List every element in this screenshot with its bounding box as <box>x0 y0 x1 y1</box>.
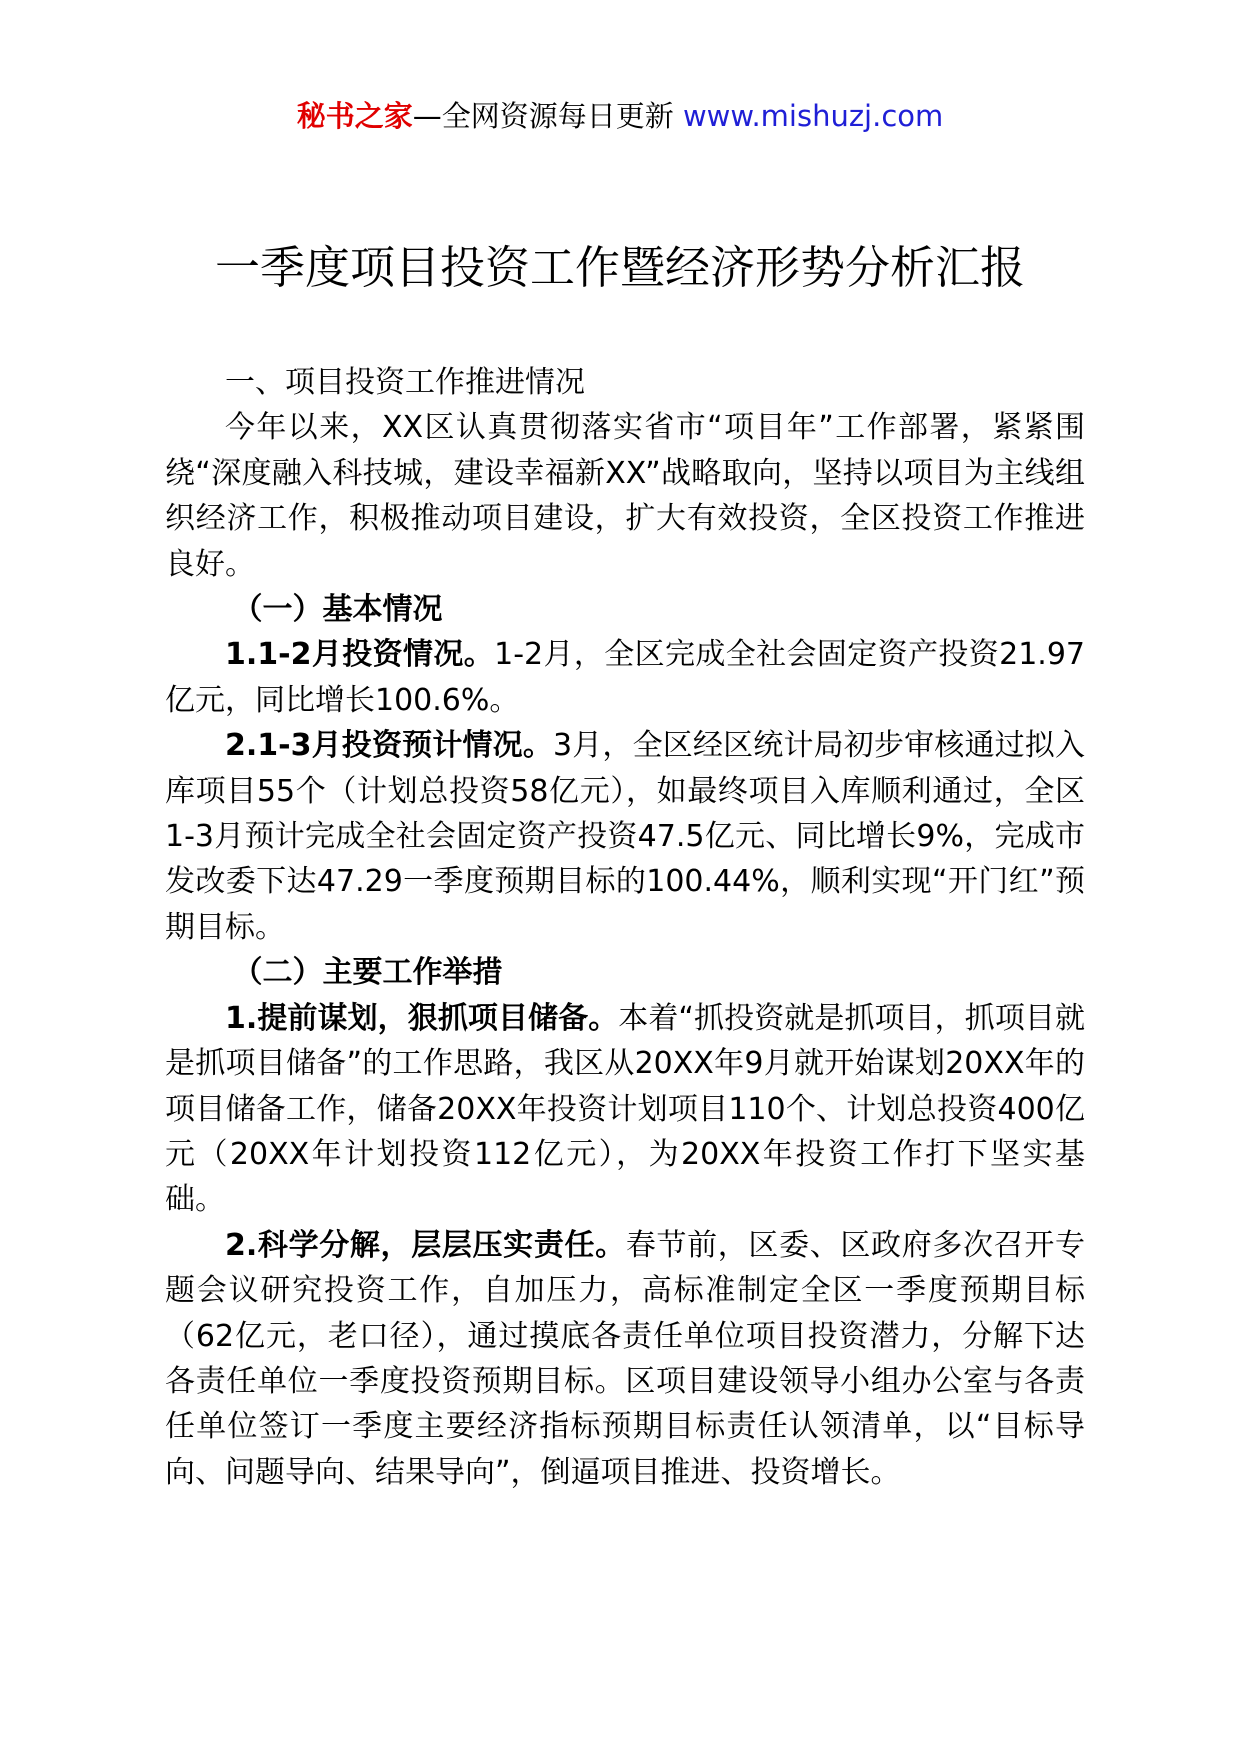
item-text: 1-2月，全区完成全社会固定资产投资21.97亿元，同比增长100.6%。 <box>165 637 1085 718</box>
item-text: 3月，全区经区统计局初步审核通过拟入库项目55个（计划总投资58亿元），如最终项目入库顺利通过，全区1-3月预计完成全社会固定资产投资47.5亿元、同比增长9%，完成市发改委下达47.29一季度预期目标的100.44%，顺利实现“开门红”预期目标。 <box>165 728 1085 945</box>
site-header <box>0 96 1240 136</box>
paragraph-measure-1 <box>165 996 1085 1223</box>
section-heading: 一、项目投资工作推进情况 <box>225 365 585 400</box>
item-lead: 1.1-2月投资情况。 <box>225 637 495 673</box>
site-brand: 秘书之家 <box>296 99 413 133</box>
measure-text: 本着“抓投资就是抓项目，抓项目就是抓项目储备”的工作思路，我区从20XX年9月就开始谋划20XX年的项目储备工作，储备20XX年投资计划项目110个、计划总投资400亿元（20XX年计划投资112亿元），为20XX年投资工作打下坚实基础。 <box>165 1000 1085 1218</box>
measure-lead: 1.提前谋划，狠抓项目储备。 <box>225 1000 619 1036</box>
item-lead: 2.1-3月投资预计情况。 <box>225 728 553 764</box>
subsection-heading-measures: （二）主要工作举措 <box>232 955 503 991</box>
site-url-link[interactable]: www.mishuzj.com <box>682 99 944 133</box>
site-tagline: —全网资源每日更新 <box>412 99 674 133</box>
paragraph-item-2 <box>165 723 1085 950</box>
document-title: 一季度项目投资工作暨经济形势分析汇报 <box>214 241 1025 294</box>
document-body <box>165 360 1085 1495</box>
paragraph-measure-2 <box>165 1223 1085 1495</box>
measure-lead: 2.科学分解，层层压实责任。 <box>225 1227 626 1263</box>
measure-text: 春节前，区委、区政府多次召开专题会议研究投资工作，自加压力，高标准制定全区一季度预期目标（62亿元，老口径），通过摸底各责任单位项目投资潜力，分解下达各责任单位一季度投资预期目标。区项目建设领导小组办公室与各责任单位签订一季度主要经济指标预期目标责任认领清单，以“目标导向、问题导向、结果导向”，倒逼项目推进、投资增长。 <box>165 1227 1085 1490</box>
subsection-heading-basic: （一）基本情况 <box>232 592 443 628</box>
intro-paragraph: 今年以来，XX区认真贯彻落实省市“项目年”工作部署，紧紧围绕“深度融入科技城，建设幸福新XX”战略取向，坚持以项目为主线组织经济工作，积极推动项目建设，扩大有效投资，全区投资工作推进良好。 <box>165 410 1085 582</box>
paragraph-item-1 <box>165 632 1085 723</box>
